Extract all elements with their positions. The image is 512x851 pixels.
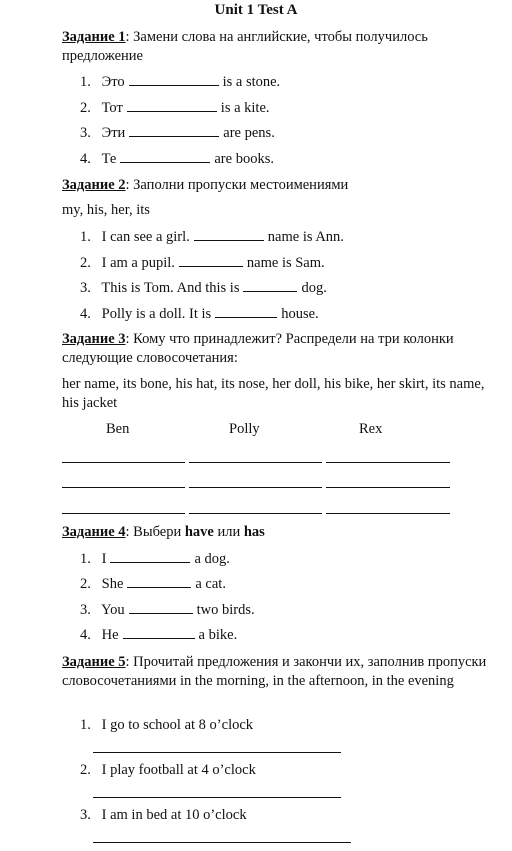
item-prompt: Тот bbox=[101, 100, 123, 116]
answer-blank[interactable] bbox=[129, 73, 219, 86]
item-number: 3. bbox=[80, 280, 91, 296]
answer-blank[interactable] bbox=[129, 601, 193, 614]
item-number: 2. bbox=[80, 576, 91, 592]
item-suffix: is a kite. bbox=[220, 100, 270, 116]
task1-label: Задание 1 bbox=[62, 29, 126, 45]
item-number: 1. bbox=[80, 229, 91, 245]
item-number: 2. bbox=[80, 100, 91, 116]
item-suffix: name is Ann. bbox=[267, 229, 344, 245]
item-prompt: Эти bbox=[101, 125, 126, 141]
item-number: 3. bbox=[80, 602, 91, 618]
item-suffix: are pens. bbox=[223, 125, 275, 141]
task1-item-2 bbox=[80, 99, 270, 117]
task4-instruction: : Выбери bbox=[125, 524, 185, 540]
task1-item-1 bbox=[80, 73, 280, 91]
answer-blank[interactable] bbox=[194, 228, 264, 241]
task4-label: Задание 4 bbox=[62, 524, 126, 540]
task1-item-3 bbox=[80, 124, 275, 142]
item-suffix: is a stone. bbox=[222, 74, 281, 90]
task2-heading bbox=[62, 176, 502, 195]
answer-line[interactable] bbox=[189, 487, 322, 488]
task2-item-3 bbox=[80, 279, 327, 297]
item-number: 1. bbox=[80, 74, 91, 90]
item-number: 4. bbox=[80, 627, 91, 643]
task2-item-1 bbox=[80, 228, 344, 246]
item-prompt: I am in bed at 10 o’clock bbox=[101, 807, 247, 823]
item-suffix: two birds. bbox=[196, 602, 255, 618]
item-suffix: name is Sam. bbox=[246, 255, 325, 271]
item-number: 3. bbox=[80, 807, 91, 823]
item-suffix: house. bbox=[281, 306, 319, 322]
answer-line[interactable] bbox=[326, 487, 450, 488]
answer-blank[interactable] bbox=[123, 626, 195, 639]
page-title: Unit 1 Test A bbox=[214, 2, 298, 18]
item-suffix: are books. bbox=[214, 151, 274, 167]
item-number: 3. bbox=[80, 125, 91, 141]
column-header-rex: Rex bbox=[359, 421, 383, 437]
word-have: have bbox=[184, 524, 214, 540]
item-prompt: I bbox=[101, 551, 107, 567]
item-prompt: This is Tom. And this is bbox=[101, 280, 240, 296]
item-prompt: He bbox=[101, 627, 119, 643]
item-number: 1. bbox=[80, 551, 91, 567]
task5-item-2 bbox=[80, 762, 256, 779]
item-prompt: Polly is a doll. It is bbox=[101, 306, 212, 322]
item-prompt: I go to school at 8 o’clock bbox=[101, 717, 254, 733]
task5-item-3 bbox=[80, 807, 247, 824]
answer-blank[interactable] bbox=[127, 99, 217, 112]
item-number: 2. bbox=[80, 762, 91, 778]
answer-line[interactable] bbox=[62, 462, 185, 463]
answer-blank[interactable] bbox=[243, 279, 297, 292]
task5-heading bbox=[62, 653, 497, 691]
task1-instruction: : Замени слова на английские, чтобы получилось предложение bbox=[62, 29, 428, 64]
task5-label: Задание 5 bbox=[62, 654, 126, 670]
answer-blank[interactable] bbox=[129, 124, 219, 137]
item-number: 4. bbox=[80, 151, 91, 167]
task4-item-1 bbox=[80, 550, 230, 568]
word-has: has bbox=[243, 524, 265, 540]
item-suffix: a dog. bbox=[194, 551, 230, 567]
task3-label: Задание 3 bbox=[62, 331, 126, 347]
task3-heading bbox=[62, 330, 502, 368]
item-suffix: dog. bbox=[301, 280, 327, 296]
item-number: 4. bbox=[80, 306, 91, 322]
answer-blank[interactable] bbox=[120, 150, 210, 163]
task2-word-bank: my, his, her, its bbox=[62, 202, 150, 218]
answer-blank[interactable] bbox=[215, 305, 277, 318]
task2-instruction: : Заполни пропуски местоимениями bbox=[125, 177, 349, 193]
task2-item-4 bbox=[80, 305, 319, 323]
item-suffix: a bike. bbox=[198, 627, 238, 643]
task4-item-4 bbox=[80, 626, 237, 644]
answer-blank[interactable] bbox=[127, 575, 191, 588]
task3-instruction: : Кому что принадлежит? Распредели на три колонки следующие словосочетания: bbox=[62, 331, 454, 366]
answer-line[interactable] bbox=[93, 797, 341, 798]
item-number: 1. bbox=[80, 717, 91, 733]
item-suffix: a cat. bbox=[195, 576, 226, 592]
item-prompt: I am a pupil. bbox=[101, 255, 175, 271]
item-prompt: She bbox=[101, 576, 124, 592]
task1-item-4 bbox=[80, 150, 274, 168]
answer-line[interactable] bbox=[189, 513, 322, 514]
task4-heading bbox=[62, 523, 502, 542]
answer-line[interactable] bbox=[62, 513, 185, 514]
item-prompt: I play football at 4 o’clock bbox=[101, 762, 256, 778]
answer-blank[interactable] bbox=[110, 550, 190, 563]
item-prompt: I can see a girl. bbox=[101, 229, 190, 245]
item-prompt: Те bbox=[101, 151, 117, 167]
task1-heading bbox=[62, 28, 502, 66]
answer-line[interactable] bbox=[326, 513, 450, 514]
column-header-polly: Polly bbox=[229, 421, 260, 437]
task4-item-3 bbox=[80, 601, 255, 619]
answer-line[interactable] bbox=[93, 842, 351, 843]
answer-line[interactable] bbox=[93, 752, 341, 753]
answer-line[interactable] bbox=[62, 487, 185, 488]
item-prompt: You bbox=[101, 602, 125, 618]
answer-line[interactable] bbox=[189, 462, 322, 463]
task5-item-1 bbox=[80, 717, 253, 734]
word-or: или bbox=[213, 524, 244, 540]
item-prompt: Это bbox=[101, 74, 125, 90]
task2-item-2 bbox=[80, 254, 325, 272]
answer-line[interactable] bbox=[326, 462, 450, 463]
task4-item-2 bbox=[80, 575, 226, 593]
column-header-ben: Ben bbox=[106, 421, 130, 437]
task3-word-bank: her name, its bone, his hat, its nose, her doll, his bike, her skirt, its name, his jacket bbox=[62, 376, 485, 411]
task5-instruction: : Прочитай предложения и закончи их, заполнив пропуски словосочетаниями in the morning, in the afternoon, in the evening bbox=[62, 654, 487, 689]
answer-blank[interactable] bbox=[179, 254, 243, 267]
task2-label: Задание 2 bbox=[62, 177, 126, 193]
item-number: 2. bbox=[80, 255, 91, 271]
